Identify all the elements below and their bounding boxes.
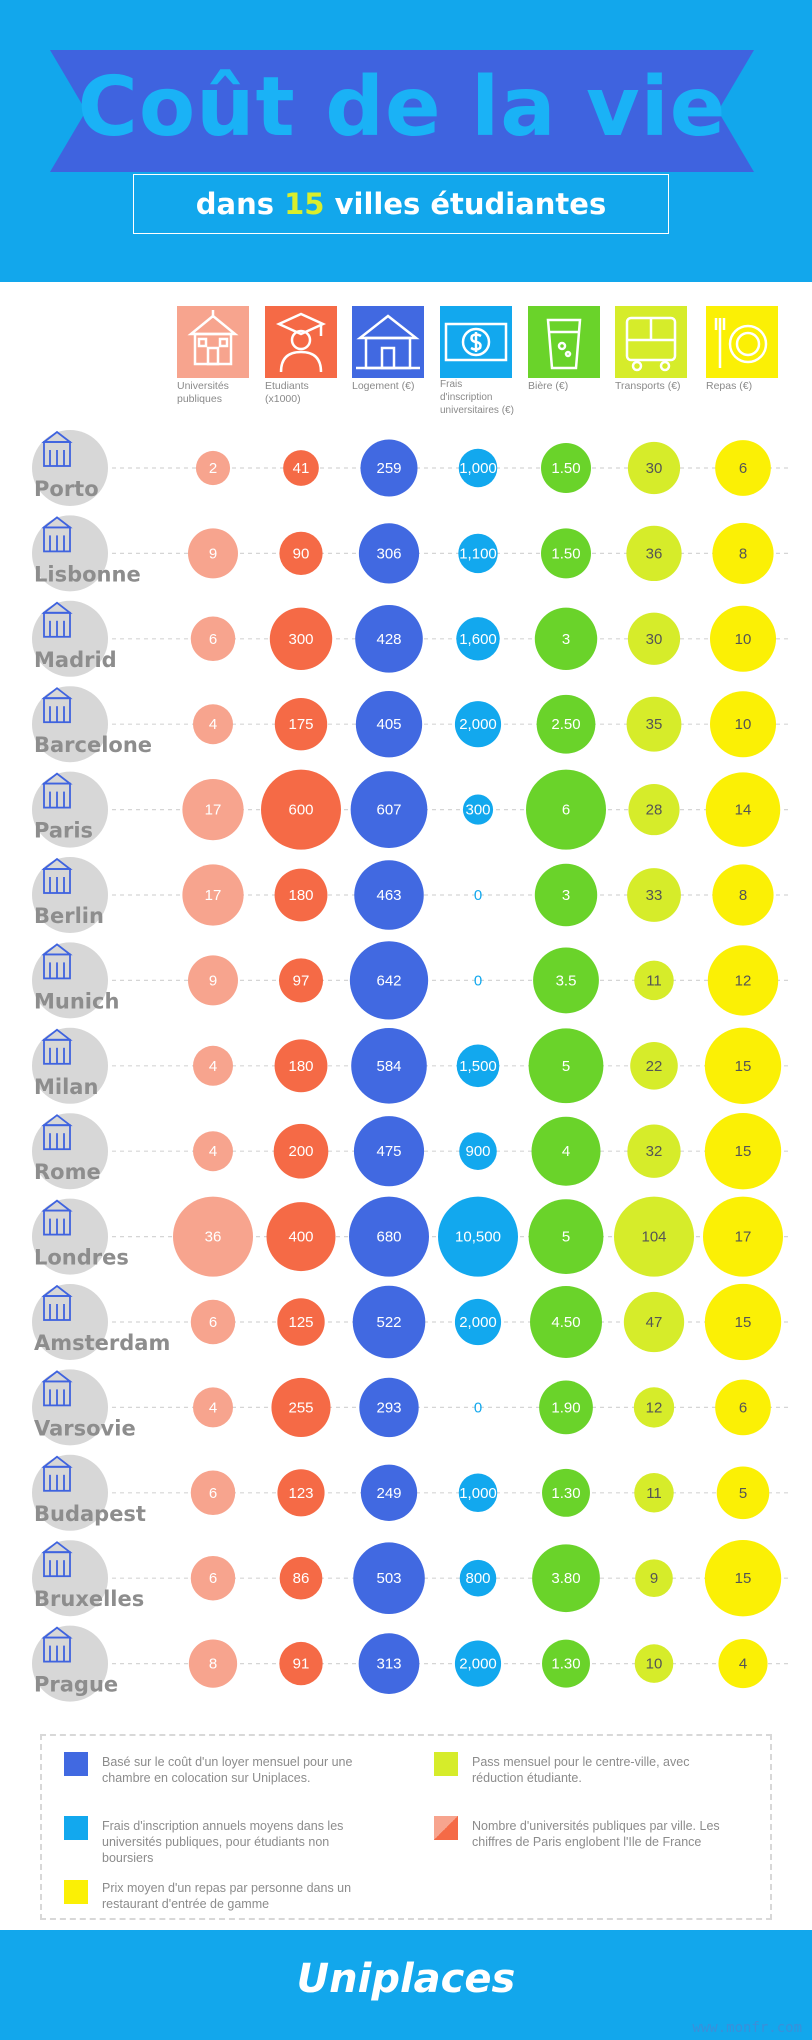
legend-swatch-logement [64, 1752, 88, 1776]
bubble-label-logement: 249 [376, 1484, 402, 1502]
bubble-label-frais: 1,000 [459, 460, 497, 477]
bubble-label-frais: 1,100 [459, 545, 497, 563]
bubble-label-logement: 259 [376, 460, 402, 477]
bubble-label-frais: 1,000 [459, 1484, 497, 1502]
watermark: www.monfr.com [692, 2020, 802, 2036]
city-row [32, 941, 790, 1019]
bubble-label-transports: 12 [645, 1399, 663, 1417]
legend-swatch-transports [434, 1752, 458, 1776]
bubble-label-logement: 293 [376, 1399, 402, 1417]
bubble-label-universites: 2 [208, 460, 218, 477]
bubble-label-logement: 607 [376, 801, 402, 819]
bubble-label-universites: 9 [208, 545, 218, 563]
bubble-label-repas: 10 [734, 630, 752, 648]
subtitle-suffix: villes étudiantes [334, 187, 607, 221]
bubble-label-repas: 17 [734, 1228, 752, 1246]
bubble-label-universites: 6 [208, 1570, 218, 1588]
bubble-label-transports: 22 [645, 1057, 663, 1075]
city-name: Varsovie [34, 1416, 136, 1441]
bubble-label-universites: 17 [204, 887, 222, 904]
bubble-label-repas: 8 [738, 887, 748, 904]
university-building-icon [177, 306, 249, 378]
bubble-label-universites: 17 [204, 801, 222, 819]
bubble-label-repas: 15 [734, 1143, 752, 1161]
bubble-label-etudiants: 41 [292, 460, 310, 477]
bubble-label-etudiants: 255 [288, 1399, 314, 1417]
bubble-label-universites: 6 [208, 1484, 218, 1502]
column-header-frais: Frais d'inscription universitaires (€) [440, 379, 514, 416]
city-row [32, 1540, 790, 1616]
bubble-label-etudiants: 300 [288, 630, 314, 648]
bubble-label-universites: 9 [208, 972, 218, 990]
bubble-label-transports: 30 [645, 630, 663, 648]
bubble-label-frais: 0 [473, 1399, 483, 1417]
money-icon [440, 306, 512, 378]
bubble-label-etudiants: 97 [292, 972, 310, 990]
bubble-label-biere: 1.30 [551, 1484, 581, 1502]
bubble-label-biere: 4.50 [551, 1314, 581, 1331]
city-row [32, 770, 790, 850]
subtitle-prefix: dans [195, 187, 275, 221]
bubble-label-logement: 405 [376, 716, 402, 734]
bubble-label-universites: 8 [208, 1655, 218, 1673]
bubble-label-logement: 306 [376, 545, 402, 563]
bubble-label-biere: 1.50 [551, 460, 581, 477]
bubble-label-universites: 6 [208, 630, 218, 648]
house-icon [352, 306, 424, 378]
city-row [32, 1197, 790, 1277]
bubble-label-logement: 313 [376, 1655, 402, 1673]
city-row [32, 515, 790, 591]
column-header-repas: Repas (€) [706, 380, 753, 392]
bubble-label-biere: 4 [561, 1143, 571, 1161]
bubble-label-universites: 4 [208, 1399, 218, 1417]
header-banner [0, 0, 812, 282]
bubble-label-etudiants: 91 [292, 1655, 310, 1673]
column-header-logement: Logement (€) [352, 380, 415, 392]
city-name: Madrid [34, 647, 117, 672]
bubble-label-transports: 36 [645, 545, 663, 563]
bubble-label-repas: 6 [738, 1399, 748, 1417]
subtitle-count: 15 [284, 187, 325, 221]
bubble-label-transports: 10 [645, 1655, 663, 1673]
beer-icon [528, 306, 600, 378]
bubble-label-biere: 6 [561, 801, 571, 819]
bubble-label-transports: 35 [645, 716, 663, 734]
graduate-student-icon [265, 306, 337, 378]
bubble-label-repas: 5 [738, 1484, 748, 1502]
legend-swatch-repas [64, 1880, 88, 1904]
bubble-label-transports: 9 [649, 1570, 659, 1588]
bubble-label-repas: 12 [734, 972, 752, 990]
bubble-label-etudiants: 180 [288, 887, 314, 904]
bubble-label-biere: 5 [561, 1057, 571, 1075]
bubble-label-universites: 36 [204, 1228, 222, 1246]
city-name: Rome [34, 1160, 101, 1185]
bubble-label-logement: 475 [376, 1143, 402, 1161]
bubble-label-biere: 5 [561, 1228, 571, 1246]
bubble-label-logement: 522 [376, 1314, 402, 1331]
bubble-label-biere: 3 [561, 887, 571, 904]
subtitle [133, 174, 669, 234]
bubble-label-universites: 4 [208, 1143, 218, 1161]
bubble-label-transports: 32 [645, 1143, 663, 1161]
bubble-label-transports: 28 [645, 801, 663, 819]
bubble-label-repas: 8 [738, 545, 748, 563]
bubble-label-logement: 584 [376, 1057, 402, 1075]
city-name: Porto [34, 477, 99, 501]
brand-logo[interactable]: Uniplaces [296, 1956, 516, 2002]
city-row [32, 1028, 790, 1104]
city-name: Prague [34, 1672, 119, 1697]
plate-cutlery-icon [706, 306, 778, 378]
city-row [32, 601, 790, 677]
bubble-label-etudiants: 125 [288, 1314, 314, 1331]
city-row [32, 1284, 790, 1360]
bubble-label-etudiants: 175 [288, 716, 314, 734]
title-ribbon [50, 50, 754, 172]
bubble-label-transports: 47 [645, 1314, 663, 1331]
bubble-label-transports: 11 [646, 972, 662, 990]
bubble-label-repas: 6 [738, 460, 748, 477]
bubble-label-etudiants: 123 [288, 1484, 314, 1502]
city-name: Paris [34, 818, 94, 843]
city-row [32, 430, 790, 506]
bubble-label-repas: 14 [734, 801, 752, 819]
bubble-label-universites: 4 [208, 716, 218, 734]
bubble-label-biere: 1.50 [551, 545, 581, 563]
bubble-label-repas: 15 [734, 1057, 752, 1075]
bubble-label-transports: 33 [645, 887, 663, 904]
bubble-label-etudiants: 200 [288, 1143, 314, 1161]
bubble-label-etudiants: 400 [288, 1228, 314, 1246]
legend-swatch-universites [434, 1816, 458, 1840]
city-name: Milan [34, 1074, 99, 1099]
bubble-label-frais: 300 [465, 801, 491, 819]
city-name: Munich [34, 989, 120, 1014]
bubble-label-repas: 15 [734, 1314, 752, 1331]
bus-icon [615, 306, 687, 378]
bubble-label-universites: 4 [208, 1057, 218, 1075]
bubble-label-etudiants: 180 [288, 1057, 314, 1075]
bubble-label-frais: 1,600 [459, 630, 497, 648]
legend-text-universites: Nombre d'universités publiques par ville. Les chiffres de Paris englobent l'Ile de France [472, 1819, 720, 1849]
column-header-biere: Bière (€) [528, 380, 569, 392]
bubble-label-frais: 2,000 [459, 716, 497, 734]
legend-text-logement: Basé sur le coût d'un loyer mensuel pour une chambre en colocation sur Uniplaces. [102, 1755, 353, 1785]
bubble-label-frais: 800 [465, 1570, 491, 1588]
city-row [32, 1369, 790, 1445]
bubble-label-biere: 3.5 [555, 972, 577, 990]
bubble-label-etudiants: 86 [292, 1570, 310, 1588]
bubble-label-frais: 0 [473, 887, 483, 904]
city-row [32, 1626, 790, 1702]
bubble-label-universites: 6 [208, 1314, 218, 1331]
city-row [32, 1113, 790, 1189]
bubble-chart [0, 420, 812, 1710]
bubble-label-repas: 4 [738, 1655, 748, 1673]
page-title: Coût de la vie [77, 60, 727, 155]
column-header-universites: Universités publiques [177, 380, 229, 405]
city-row [32, 1455, 790, 1531]
bubble-label-repas: 15 [734, 1570, 752, 1588]
bubble-label-etudiants: 600 [288, 801, 314, 819]
city-row [32, 857, 790, 933]
bubble-label-logement: 463 [376, 887, 402, 904]
bubble-label-logement: 428 [376, 630, 402, 648]
city-name: Londres [34, 1245, 129, 1270]
city-name: Amsterdam [34, 1331, 171, 1355]
bubble-label-repas: 10 [734, 716, 752, 734]
city-name: Budapest [34, 1501, 146, 1526]
bubble-label-logement: 642 [376, 972, 402, 990]
city-name: Berlin [34, 904, 104, 928]
bubble-label-frais: 10,500 [455, 1228, 501, 1246]
city-name: Barcelone [34, 733, 153, 758]
legend-text-transports: Pass mensuel pour le centre-ville, avec réduction étudiante. [472, 1755, 690, 1785]
bubble-label-etudiants: 90 [292, 545, 310, 563]
bubble-label-biere: 1.30 [551, 1655, 581, 1673]
city-name: Lisbonne [34, 562, 141, 587]
bubble-label-logement: 680 [376, 1228, 402, 1246]
bubble-label-transports: 30 [645, 460, 663, 477]
bubble-label-biere: 3.80 [551, 1570, 581, 1588]
legend [40, 1734, 772, 1920]
bubble-label-logement: 503 [376, 1570, 402, 1588]
column-header-transports: Transports (€) [615, 380, 681, 392]
city-name: Bruxelles [34, 1587, 145, 1612]
footer [0, 1930, 812, 2040]
legend-text-frais: Frais d'inscription annuels moyens dans les universités publiques, pour étudiants non boursiers [102, 1819, 344, 1865]
bubble-label-biere: 1.90 [551, 1399, 581, 1417]
bubble-label-frais: 0 [473, 972, 483, 990]
bubble-label-frais: 900 [465, 1143, 491, 1161]
bubble-label-frais: 1,500 [459, 1057, 497, 1075]
column-header-etudiants: Etudiants (x1000) [265, 380, 309, 405]
legend-text-repas: Prix moyen d'un repas par personne dans un restaurant d'entrée de gamme [102, 1881, 352, 1911]
bubble-label-biere: 3 [561, 630, 571, 648]
bubble-label-transports: 11 [646, 1484, 662, 1502]
bubble-label-transports: 104 [641, 1228, 667, 1246]
city-row [32, 686, 790, 762]
bubble-label-frais: 2,000 [459, 1655, 497, 1673]
legend-swatch-frais [64, 1816, 88, 1840]
bubble-label-biere: 2.50 [551, 716, 581, 734]
bubble-label-frais: 2,000 [459, 1314, 497, 1331]
